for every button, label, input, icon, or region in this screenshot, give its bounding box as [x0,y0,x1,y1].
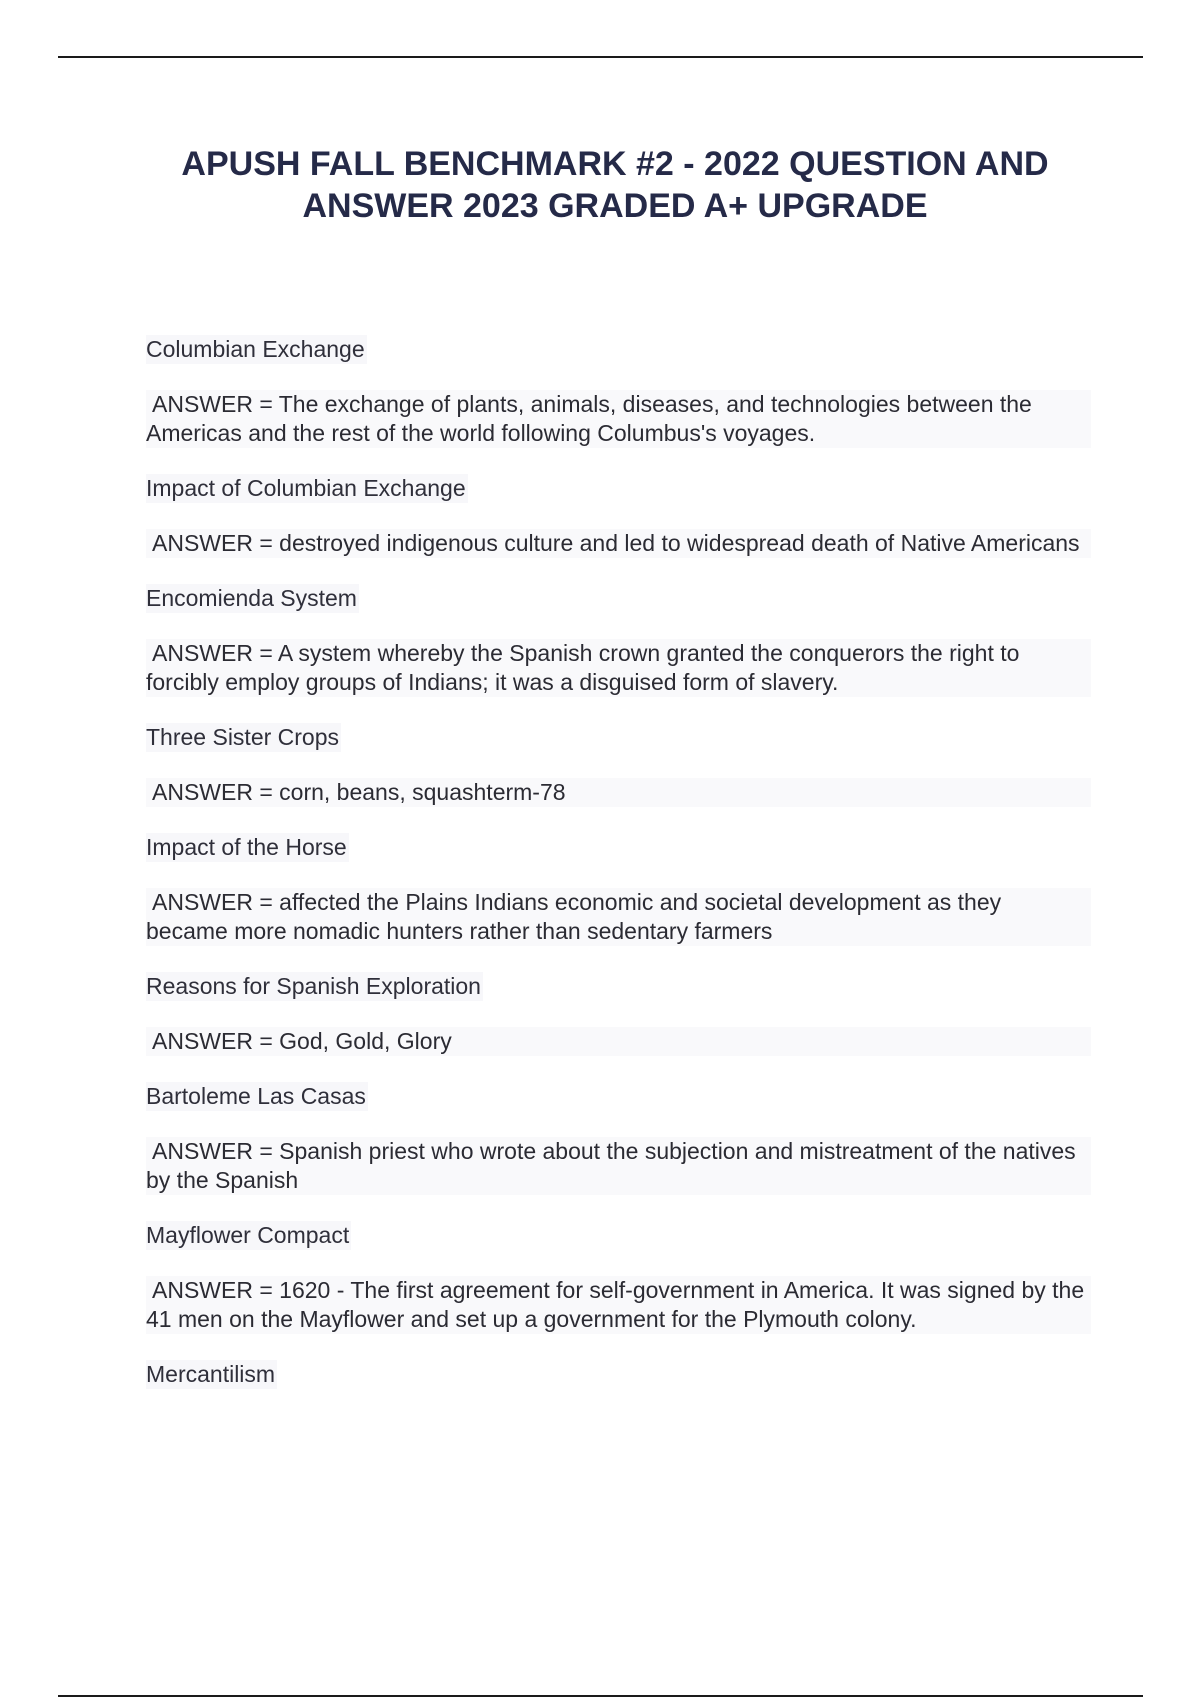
answer-text: ANSWER = destroyed indigenous culture and led to widespread death of Native Americans [152,530,1080,556]
title-line-2: ANSWER 2023 GRADED A+ UPGRADE [302,187,928,225]
term: Mercantilism [146,1361,276,1387]
qa-item-mercantilism [146,1360,1091,1389]
term: Columbian Exchange [146,336,365,362]
answer [146,639,1091,697]
answer-text: ANSWER = The exchange of plants, animals, diseases, and technologies between the Americas and the rest of the world following Columbus's voyages. [146,391,1032,446]
term: Mayflower Compact [146,1222,350,1248]
answer [146,888,1091,946]
qa-item-impact-of-the-horse [146,833,1091,946]
answer-text: ANSWER = corn, beans, squashterm-78 [152,779,566,805]
term: Reasons for Spanish Exploration [146,973,481,999]
term: Bartoleme Las Casas [146,1083,366,1109]
qa-item-encomienda-system [146,584,1091,697]
qa-item-mayflower-compact [146,1221,1091,1334]
answer [146,529,1091,558]
qa-list [146,335,1091,1389]
bottom-rule [58,1695,1143,1697]
answer-text: ANSWER = affected the Plains Indians economic and societal development as they became more nomadic hunters rather than sedentary farmers [146,889,1002,944]
top-rule [58,56,1143,58]
answer-text: ANSWER = A system whereby the Spanish crown granted the conquerors the right to forcibly employ groups of Indians; it was a disguised form of slavery. [146,640,1020,695]
qa-item-columbian-exchange [146,335,1091,448]
qa-item-impact-columbian-exchange [146,474,1091,558]
term: Three Sister Crops [146,724,340,750]
answer [146,1276,1091,1334]
term: Impact of Columbian Exchange [146,475,466,501]
term: Impact of the Horse [146,834,347,860]
title-line-1: APUSH FALL BENCHMARK #2 - 2022 QUESTION AND [181,145,1049,183]
qa-item-reasons-spanish-exploration [146,972,1091,1056]
answer [146,1027,1091,1056]
page-title [100,143,1130,227]
term: Encomienda System [146,585,357,611]
answer-text: ANSWER = 1620 - The first agreement for self-government in America. It was signed by the 41 men on the Mayflower and set up a government for the Plymouth colony. [146,1277,1085,1332]
answer [146,778,1091,807]
qa-item-bartoleme-las-casas [146,1082,1091,1195]
answer [146,390,1091,448]
qa-item-three-sister-crops [146,723,1091,807]
answer-text: ANSWER = Spanish priest who wrote about the subjection and mistreatment of the natives by the Spanish [146,1138,1076,1193]
answer-text: ANSWER = God, Gold, Glory [152,1028,452,1054]
answer [146,1137,1091,1195]
